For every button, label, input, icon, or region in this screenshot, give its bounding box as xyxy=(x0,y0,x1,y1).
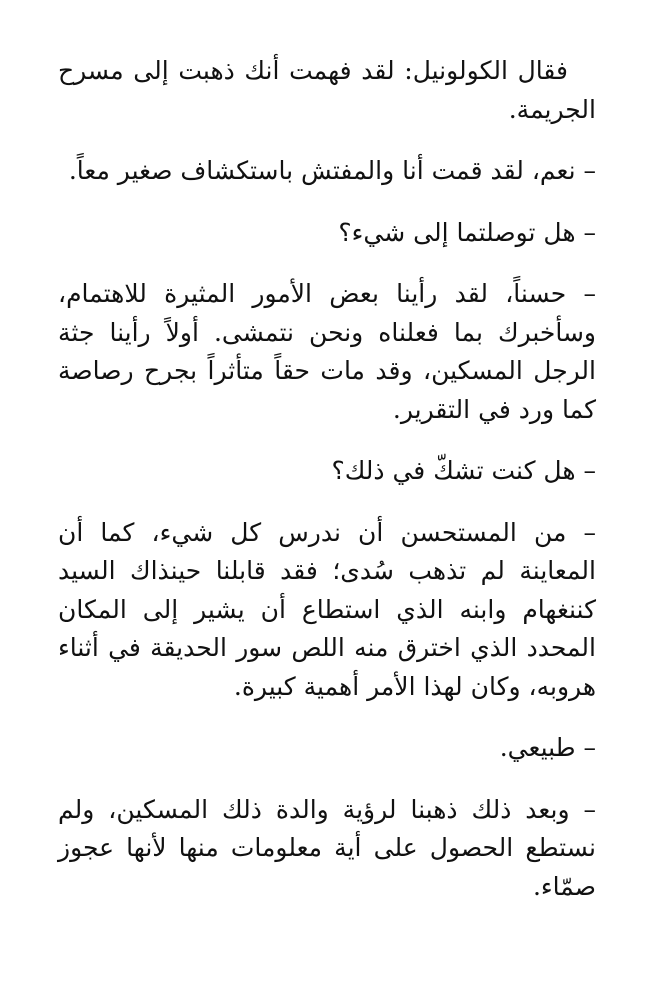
paragraph-dialogue: – حسناً، لقد رأينا بعض الأمور المثيرة للاهتمام، وسأخبرك بما فعلناه ونحن نتمشى. أولاً رأينا جثة الرجل المسكين، وقد مات حقاً متأثراً بجرح رصاصة كما ورد في التقرير. xyxy=(58,279,596,424)
paragraph-narration: فقال الكولونيل: لقد فهمت أنك ذهبت إلى مسرح الجريمة. xyxy=(58,56,596,124)
paragraph-dialogue: – نعم، لقد قمت أنا والمفتش باستكشاف صغير معاً. xyxy=(68,156,596,185)
paragraph-dialogue: – من المستحسن أن ندرس كل شيء، كما أن المعاينة لم تذهب سُدى؛ فقد قابلنا حينذاك السيد كننغهام وابنه الذي استطاع أن يشير إلى المكان المحدد الذي اخترق منه اللص سور الحديقة في أثناء هروبه، وكان لهذا الأمر أهمية كبيرة. xyxy=(58,517,596,701)
paragraph-dialogue: – طبيعي. xyxy=(499,733,596,762)
paragraph-dialogue: – هل توصلتما إلى شيء؟ xyxy=(338,217,596,247)
paragraph-dialogue: – وبعد ذلك ذهبنا لرؤية والدة ذلك المسكين، ولم نستطع الحصول على أية معلومات منها لأنها عجوز صمّاء. xyxy=(58,794,596,901)
paragraph-dialogue: – هل كنت تشكّ في ذلك؟ xyxy=(331,456,596,485)
book-page xyxy=(58,52,596,929)
